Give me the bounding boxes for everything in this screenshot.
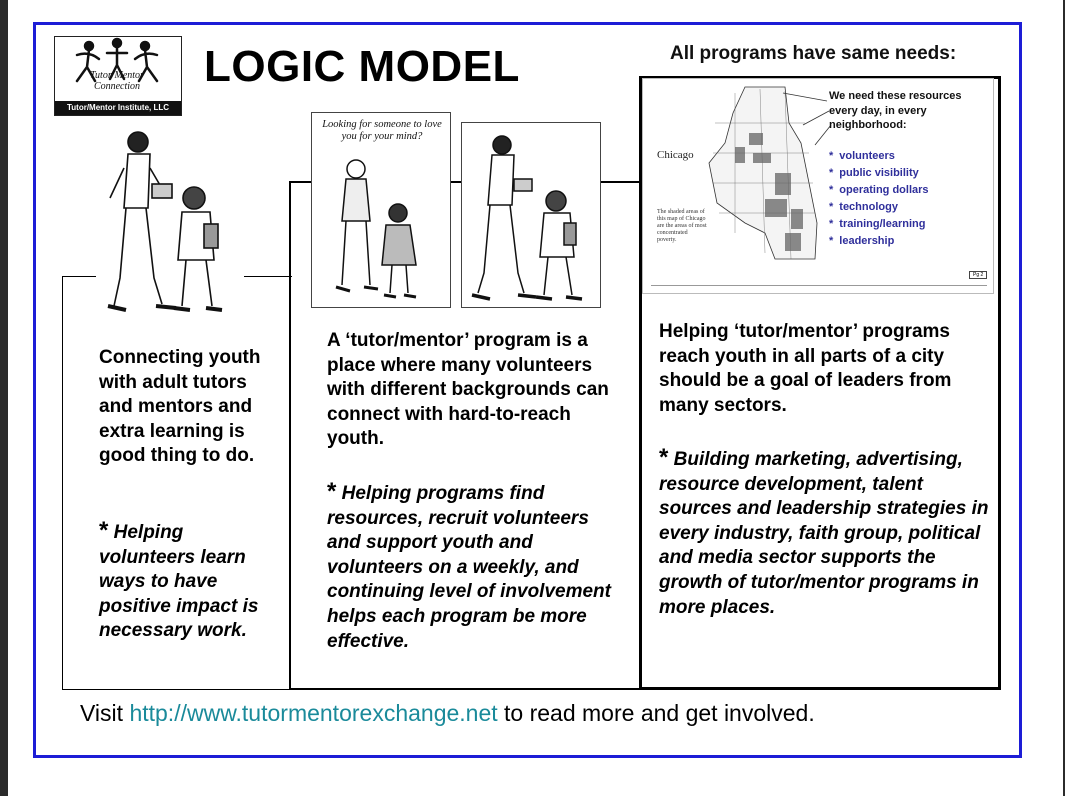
footer-prefix: Visit <box>80 700 124 726</box>
column2-italic-block <box>327 480 619 654</box>
chicago-map-panel <box>642 78 994 294</box>
column2-text: A ‘tutor/mentor’ program is a place where many volunteers with different backgrounds can connect with hard-to-reach youth. <box>327 330 609 450</box>
tutor-and-youth-icon <box>96 128 244 320</box>
woman-and-girl-icon <box>312 155 450 305</box>
column1-italic-block <box>99 519 279 644</box>
teacher-student-cartoon-2 <box>461 122 601 308</box>
footer-suffix: to read more and get involved. <box>504 700 815 726</box>
logo-bar: Tutor/Mentor Institute, LLC <box>55 101 181 115</box>
cartoon-caption: Looking for someone to love you for your mind? <box>322 119 442 142</box>
resource-item: * leadership <box>829 234 895 247</box>
column3-italic-text: Building marketing, advertising, resource development, talent sources and leadership strategies in every industry, faith group, political and media sector supports the growth of tutor/mentor programs in more places. <box>659 449 989 618</box>
column2-star: * <box>327 478 337 505</box>
map-legend-note: The shaded areas of this map of Chicago are the areas of most concentrated poverty. <box>657 209 707 243</box>
column3-italic-block <box>659 446 989 620</box>
tutor-and-youth-small-icon <box>462 123 600 307</box>
logo <box>54 36 182 116</box>
column2-italic-text: Helping programs find resources, recruit volunteers and support youth and volunteers on a weekly, and continuing level of involvement helps each program be more effective. <box>327 483 611 652</box>
resource-item: * public visibility <box>829 166 919 179</box>
page-title: LOGIC MODEL <box>204 42 520 91</box>
column1-italic-text: Helping volunteers learn ways to have positive impact is necessary work. <box>99 522 259 642</box>
footer-link[interactable]: http://www.tutormentorexchange.net <box>129 700 498 726</box>
resource-item: * operating dollars <box>829 183 929 196</box>
resource-item: * training/learning <box>829 217 926 230</box>
cartoon-looking-for-someone <box>311 112 451 308</box>
column3-star: * <box>659 444 669 471</box>
footer <box>80 700 815 727</box>
resources-heading: We need these resources every day, in every neighborhood: <box>829 90 962 131</box>
needs-heading: All programs have same needs: <box>670 43 957 64</box>
logo-text <box>77 70 157 92</box>
page-tag: Pg 2 <box>969 271 987 279</box>
teacher-student-cartoon-1 <box>96 128 244 320</box>
resource-item: * volunteers <box>829 150 895 162</box>
column1-text: Connecting youth with adult tutors and mentors and extra learning is good thing to do. <box>99 347 261 467</box>
map-footer-rule <box>651 285 987 286</box>
map-city-label: Chicago <box>657 149 694 161</box>
resources-list <box>829 148 989 249</box>
column1-star: * <box>99 517 109 544</box>
logo-line2: Connection <box>93 81 141 92</box>
resource-item: * technology <box>829 200 898 213</box>
logo-line1: Tutor/Mentor <box>90 70 144 81</box>
column3-text: Helping ‘tutor/mentor’ programs reach youth in all parts of a city should be a goal of leaders from many sectors. <box>659 321 952 416</box>
